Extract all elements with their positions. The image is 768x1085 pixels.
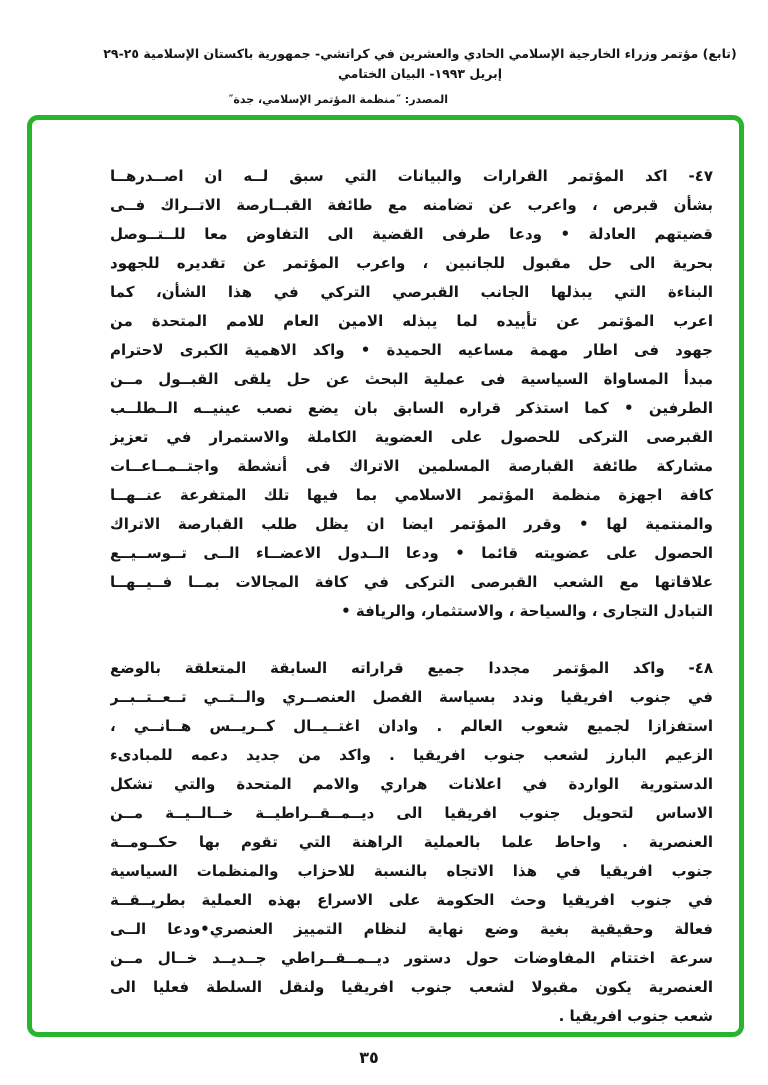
- text-line: علاقاتها مع الشعب القبرصى التركى في كافة المجالات بمــا فــيــهــا: [110, 573, 713, 591]
- text-line: الدستورية الواردة في اعلانات هراري والامم المتحدة والتي تشكل: [110, 775, 713, 793]
- text-line: الطرفين • كما استذكر قراره السابق بان يضع نصب عينيــه الــطلــب: [110, 399, 713, 417]
- text-line: اعرب المؤتمر عن تأييده لما يبذله الامين العام للامم المتحدة من: [110, 312, 713, 330]
- document-body: [32, 120, 739, 1031]
- page-number: ٣٥: [359, 1048, 379, 1067]
- text-line: في جنوب افريقيا وندد بسياسة الفصل العنصــري والــتــي تــعــتــبــر: [110, 688, 713, 706]
- text-line: جهود فى اطار مهمة مساعيه الحميدة • واكد الاهمية الكبرى لاحترام: [110, 341, 713, 359]
- text-line: العنصرية . واحاط علما بالعملية الراهنة التي تقوم بها حكــومــة: [110, 833, 713, 851]
- paragraph-48: [110, 654, 713, 1031]
- text-line: في جنوب افريقيا وحث الحكومة على الاسراع بهذه العملية بطريــقــة: [110, 891, 713, 909]
- text-line: فعالة وحقيقية بغية وضع نهاية لنظام التمييز العنصري•ودعا الــى: [110, 920, 713, 938]
- text-line: بشأن قبرص ، واعرب عن تضامنه مع طائفة القبــارصة الاتــراك فــى: [110, 196, 713, 214]
- text-line: القبرصى التركى للحصول على العضوية الكاملة والاستمرار في تعزيز: [110, 428, 713, 446]
- text-line: سرعة اختتام المفاوضات حول دستور ديــمــقــراطي جــديــد خــال مــن: [110, 949, 713, 967]
- text-line: جنوب افريقيا في هذا الاتجاه بالنسبة للاحزاب والمنظمات السياسية: [110, 862, 713, 880]
- text-line: مشاركة طائفة القبارصة المسلمين الاتراك فى أنشطة واجتــمــاعــات: [110, 457, 713, 475]
- paragraph-47: [110, 162, 713, 626]
- text-line: الاساس لتحويل جنوب افريقيا الى ديــمــقــراطيــة خــالــيــة مــن: [110, 804, 713, 822]
- text-line: ٤٧- اكد المؤتمر القرارات والبيانات التي سبق لــه ان اصــدرهــا: [110, 167, 713, 185]
- document-border-frame: [27, 115, 744, 1037]
- text-line: والمنتمية لها • وقرر المؤتمر ايضا ان يظل طلب القبارصة الاتراك: [110, 515, 713, 533]
- text-line: البناءة التي يبذلها الجانب القبرصي التركي في هذا الشأن، كما: [110, 283, 713, 301]
- text-line: شعب جنوب افريقيا .: [558, 1007, 713, 1025]
- page-header: [0, 44, 768, 108]
- text-line: قضيتهم العادلة • ودعا طرفى القضية الى التفاوض معا للــتــوصل: [110, 225, 713, 243]
- text-line: التبادل التجارى ، والسياحة ، والاستثمار، والريافة •: [341, 602, 713, 620]
- header-source: المصدر: ˝منظمة المؤتمر الإسلامي، جدة˝: [227, 93, 448, 106]
- text-line: بحرية الى حل مقبول للجانبين ، واعرب المؤتمر عن تقديره للجهود: [110, 254, 713, 272]
- header-title: (تابع) مؤتمر وزراء الخارجية الإسلامي الحادي والعشرين في كراتشي- جمهورية باكستان الإسلامية ٢٥-٢٩ إبريل ١٩٩٣- البيان الختامي: [103, 46, 737, 81]
- text-line: العنصرية يكون مقبولا لشعب جنوب افريقيا ولنقل السلطة فعليا الى: [110, 978, 713, 996]
- text-line: استفزازا لجميع شعوب العالم . وادان اغتــيــال كــريــس هــانــي ،: [110, 717, 713, 735]
- text-line: كافة اجهزة منظمة المؤتمر الاسلامي بما فيها تلك المتفرعة عنــهــا: [110, 486, 713, 504]
- text-line: مبدأ المساواة السياسية فى عملية البحث عن حل يلقى القبــول مــن: [110, 370, 713, 388]
- text-line: الحصول على عضويته قائما • ودعا الــدول الاعضــاء الــى تــوســيــع: [110, 544, 713, 562]
- text-line: الزعيم البارز لشعب جنوب افريقيا . واكد من جديد دعمه للمبادىء: [110, 746, 713, 764]
- text-line: ٤٨- واكد المؤتمر مجددا جميع قراراته السابقة المتعلقة بالوضع: [110, 659, 713, 677]
